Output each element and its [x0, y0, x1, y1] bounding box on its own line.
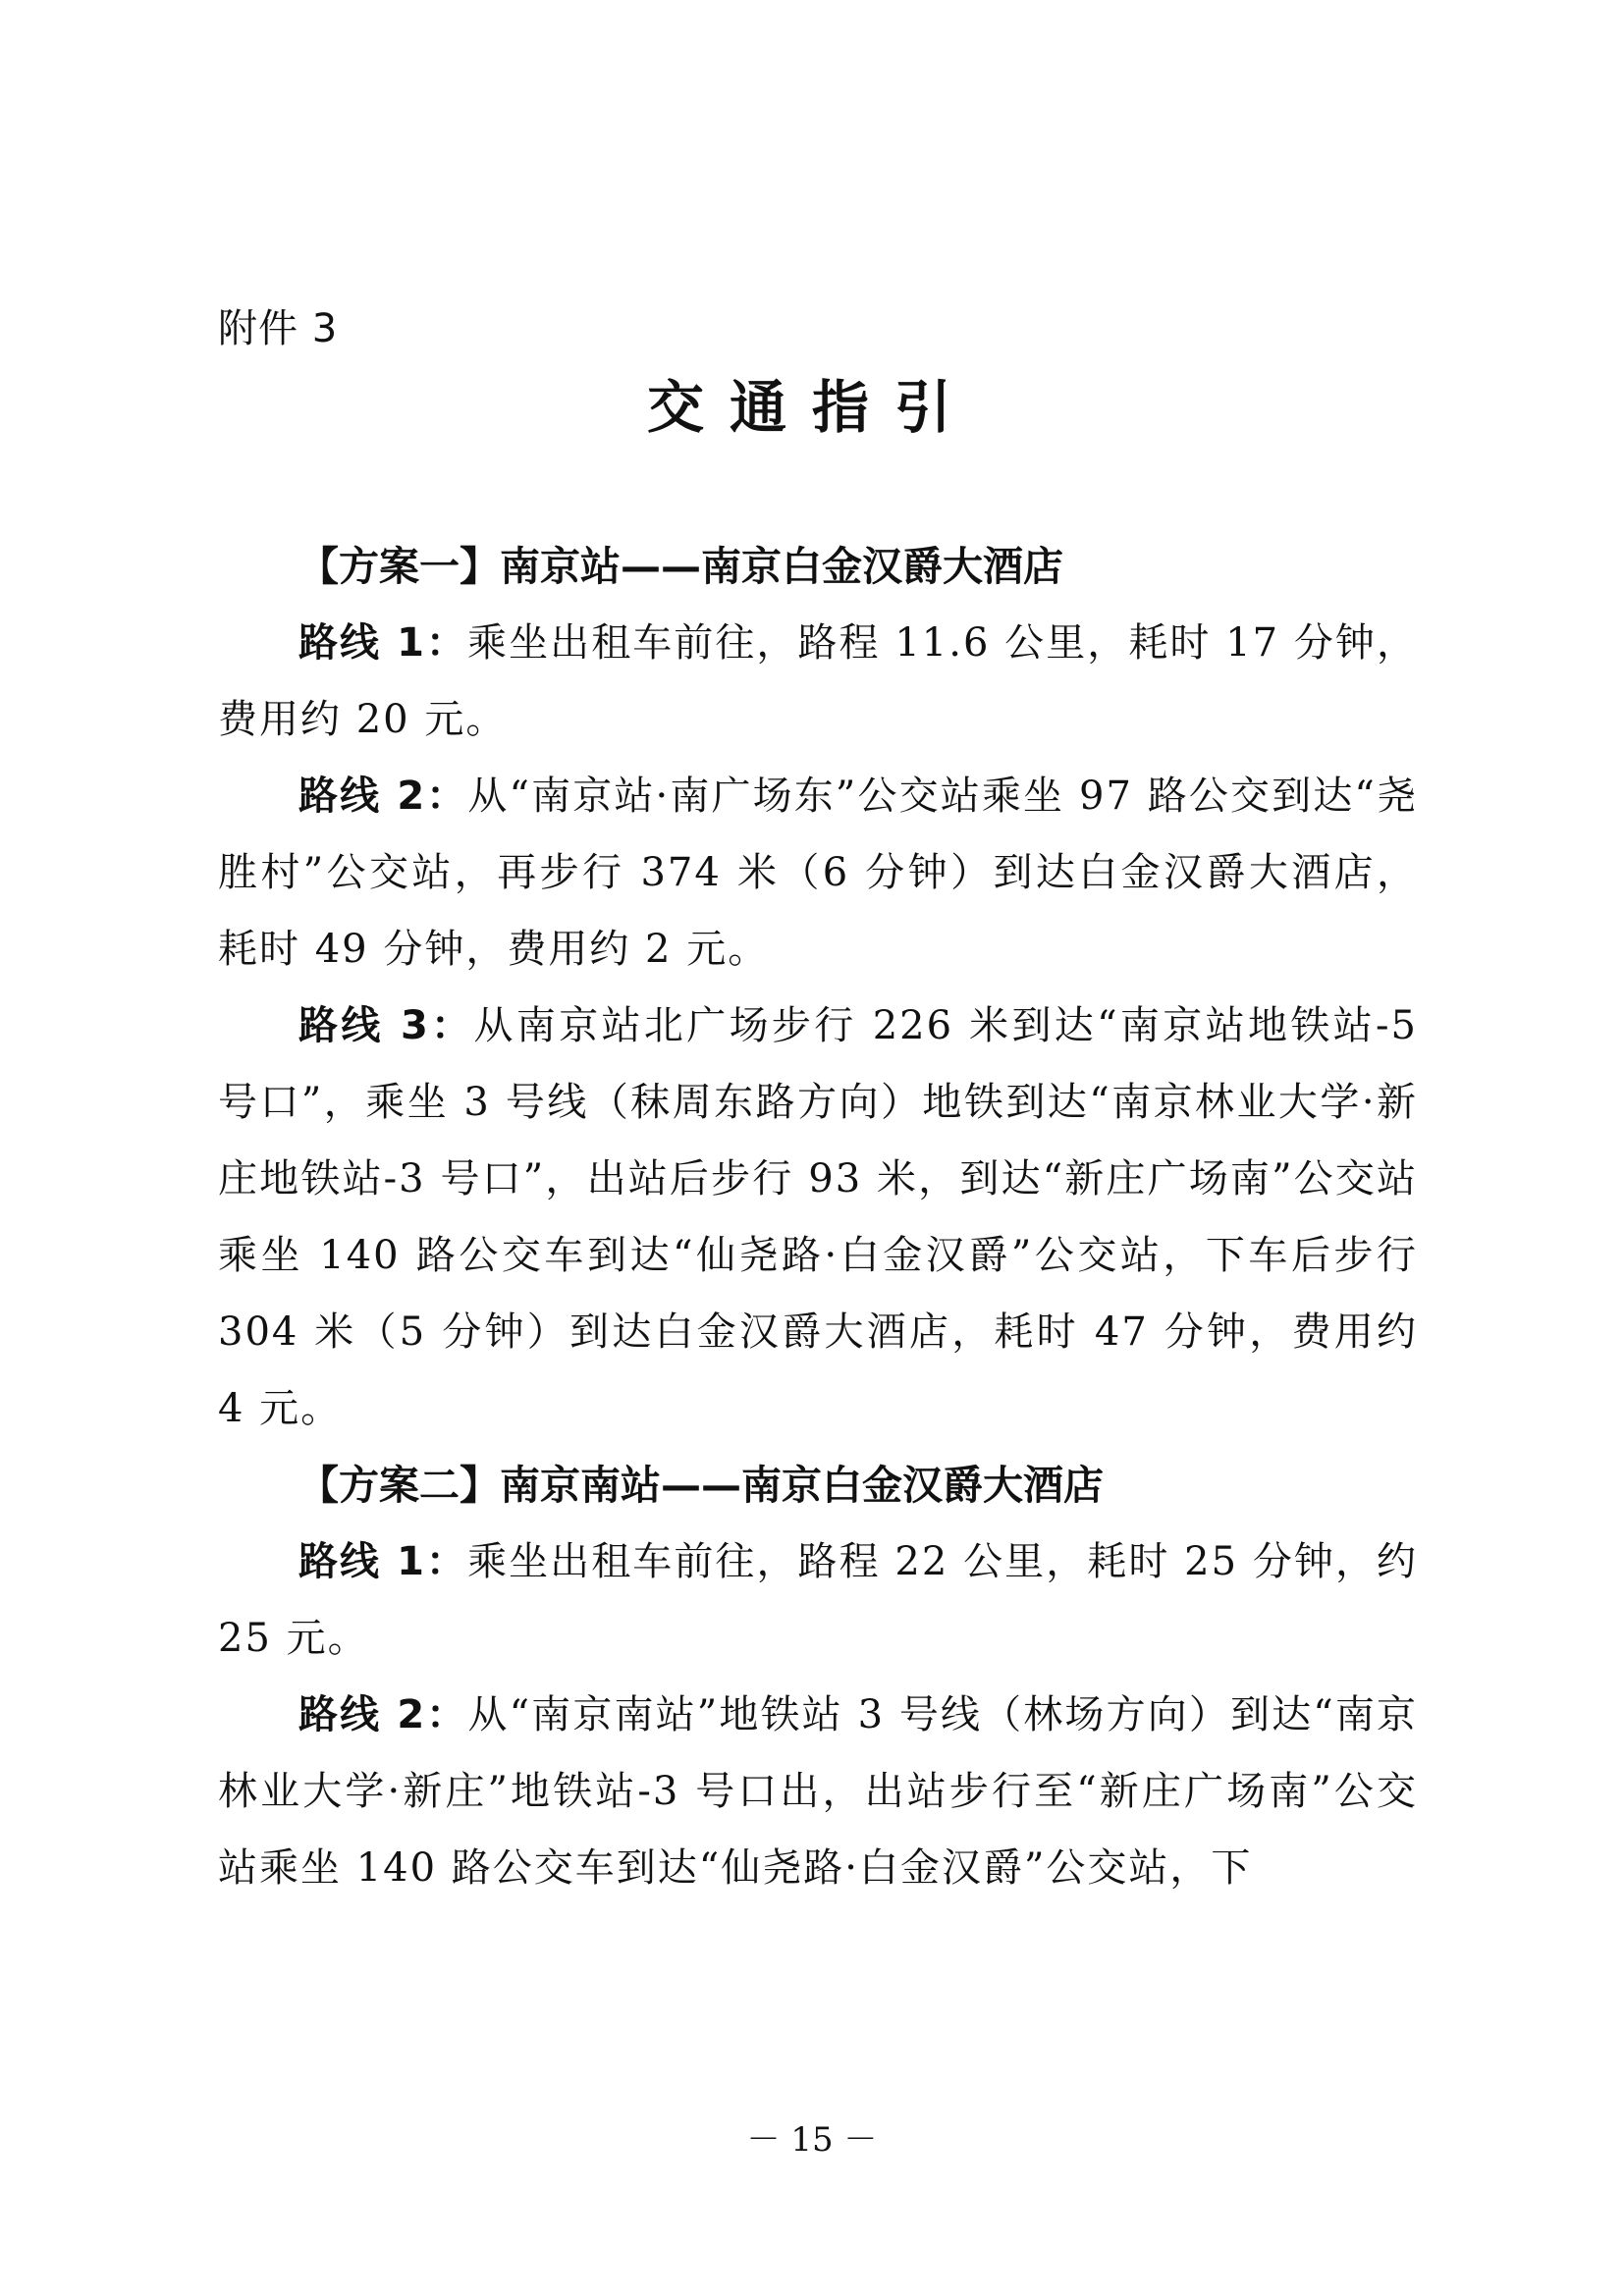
plan-1-heading: 【方案一】南京站——南京白金汉爵大酒店 [298, 543, 1063, 590]
route-text: 从“南京南站”地铁站 3 号线（林场方向）到达“南京林业大学·新庄”地铁站-3 号口出，出站步行至“新庄广场南”公交站乘坐 140 路公交车到达“仙尧路·白金汉爵”公交站，下 [218, 1692, 1418, 1891]
page-title: 交通指引 [646, 374, 977, 441]
attachment-label: 附件 3 [218, 306, 339, 351]
route-text: 从南京站北广场步行 226 米到达“南京站地铁站-5 号口”，乘坐 3 号线（秣周东路方向）地铁到达“南京林业大学·新庄地铁站-3 号口”，出站后步行 93 米，到达“新庄广场南”公交站乘坐 140 路公交车到达“仙尧路·白金汉爵”公交站，下车后步行 304 米（5 分钟）到达白金汉爵大酒店，耗时 47 分钟，费用约 4 元。 [218, 1003, 1418, 1431]
route-label: 路线 3： [298, 1003, 474, 1048]
plan-1-route-1 [218, 605, 1418, 758]
plan-2-heading: 【方案二】南京南站——南京白金汉爵大酒店 [298, 1462, 1104, 1509]
plan-2-route-2 [218, 1677, 1418, 1906]
route-text: 从“南京站·南广场东”公交站乘坐 97 路公交到达“尧胜村”公交站，再步行 374 米（6 分钟）到达白金汉爵大酒店，耗时 49 分钟，费用约 2 元。 [218, 774, 1418, 972]
page-number: － 15 － [746, 2120, 878, 2160]
route-label: 路线 2： [298, 1692, 468, 1737]
route-text: 乘坐出租车前往，路程 11.6 公里，耗时 17 分钟，费用约 20 元。 [218, 620, 1418, 742]
plan-1-route-2 [218, 758, 1418, 988]
route-label: 路线 1： [298, 620, 468, 666]
plan-1-route-3 [218, 988, 1418, 1447]
document-body [218, 528, 1418, 1906]
route-label: 路线 2： [298, 774, 468, 819]
route-text: 乘坐出租车前往，路程 22 公里，耗时 25 分钟，约 25 元。 [218, 1539, 1419, 1661]
route-label: 路线 1： [298, 1539, 468, 1584]
plan-2-route-1 [218, 1523, 1418, 1677]
